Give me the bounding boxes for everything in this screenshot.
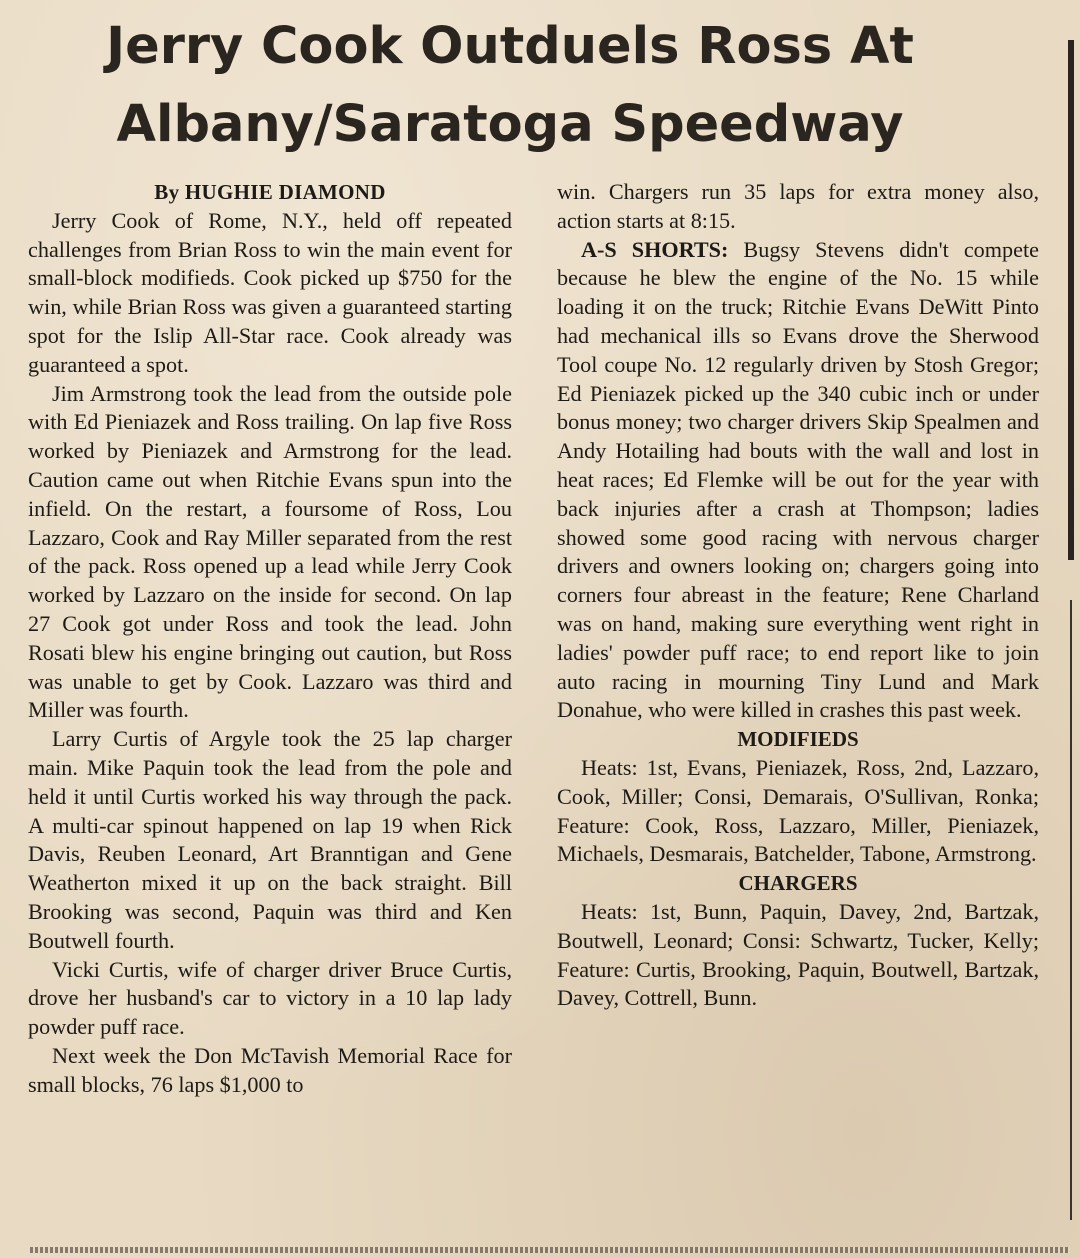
paragraph-continuation: win. Chargers run 35 laps for extra money also, action starts at 8:15. [557, 179, 1039, 233]
paragraph-3: Larry Curtis of Argyle took the 25 lap charger main. Mike Paquin took the lead from the pole and held it until Curtis worked his way through the pack. A multi-car spinout happened on lap 19 when Rick Davis, Reuben Leonard, Art Branntigan and Gene Weatherton mixed it up on the back straight. Bill Brooking was second, Paquin was third and Ken Boutwell fourth. [28, 726, 512, 953]
chargers-results: Heats: 1st, Bunn, Paquin, Davey, 2nd, Bartzak, Boutwell, Leonard; Consi: Schwartz, Tucker, Kelly; Feature: Curtis, Brooking, Paquin, Boutwell, Bartzak, Davey, Cottrell, Bunn. [557, 898, 1039, 1011]
bottom-rule [30, 1247, 1070, 1253]
modifieds-results: Heats: 1st, Evans, Pieniazek, Ross, 2nd, Lazzaro, Cook, Miller; Consi, Demarais, O'Sullivan, Ronka; Feature: Cook, Ross, Lazzaro, Miller, Pieniazek, Michaels, Desmarais, Batchelder, Tabone, Armstrong. [557, 754, 1039, 867]
paragraph-2: Jim Armstrong took the lead from the outside pole with Ed Pieniazek and Ross trailing. On lap five Ross worked by Pieniazek and Armstrong for the lead. Caution came out when Ritchie Evans spun into the infield. On the restart, a foursome of Ross, Lou Lazzaro, Cook and Ray Miller separated from the rest of the pack. Ross opened up a lead while Jerry Cook worked by Lazzaro on the inside for second. On lap 27 Cook got under Ross and took the lead. John Rosati blew his engine bringing out caution, but Ross was unable to get by Cook. Lazzaro was third and Miller was fourth. [28, 380, 512, 723]
shorts-text: Bugsy Stevens didn't compete because he blew the engine of the No. 15 while loading it on the truck; Ritchie Evans DeWitt Pinto had mechanical ills so Evans drove the Sherwood Tool coupe No. 12 regularly driven by Stosh Gregor; Ed Pieniazek picked up the 340 cubic inch or under bonus money; two charger drivers Skip Spealmen and Andy Hotailing had bouts with the wall and lost in heat races; Ed Flemke will be out for the year with back injuries after a crash at Thompson; ladies showed some good racing with nervous charger drivers and owners looking on; chargers going into corners four abreast in the feature; Rene Charland was on hand, making sure everything went right in ladies' powder puff race; to end report like to join auto racing in mourning Tiny Lund and Mark Donahue, who were killed in crashes this past week. [557, 236, 1039, 723]
chargers-heading: CHARGERS [738, 871, 858, 896]
byline: By HUGHIE DIAMOND [154, 180, 386, 204]
column-rule [1068, 40, 1074, 560]
headline-line-2: Albany/Saratoga Speedway [116, 95, 904, 154]
headline [0, 8, 1020, 164]
paragraph-4: Vicki Curtis, wife of charger driver Bruce Curtis, drove her husband's car to victory in a 10 lap lady powder puff race. [28, 956, 512, 1040]
modifieds-heading: MODIFIEDS [737, 727, 859, 752]
shorts-paragraph [557, 236, 1039, 726]
column-rule-lower [1070, 600, 1072, 1220]
shorts-label: A-S SHORTS: [581, 236, 729, 262]
right-column [557, 178, 1039, 1013]
headline-line-1: Jerry Cook Outduels Ross At [106, 17, 914, 76]
left-column [28, 178, 512, 1100]
paragraph-1: Jerry Cook of Rome, N.Y., held off repeated challenges from Brian Ross to win the main event for small-block modifieds. Cook picked up $750 for the win, while Brian Ross was given a guaranteed starting spot for the Islip All-Star race. Cook already was guaranteed a spot. [28, 207, 512, 377]
paragraph-5: Next week the Don McTavish Memorial Race for small blocks, 76 laps $1,000 to [28, 1042, 512, 1097]
